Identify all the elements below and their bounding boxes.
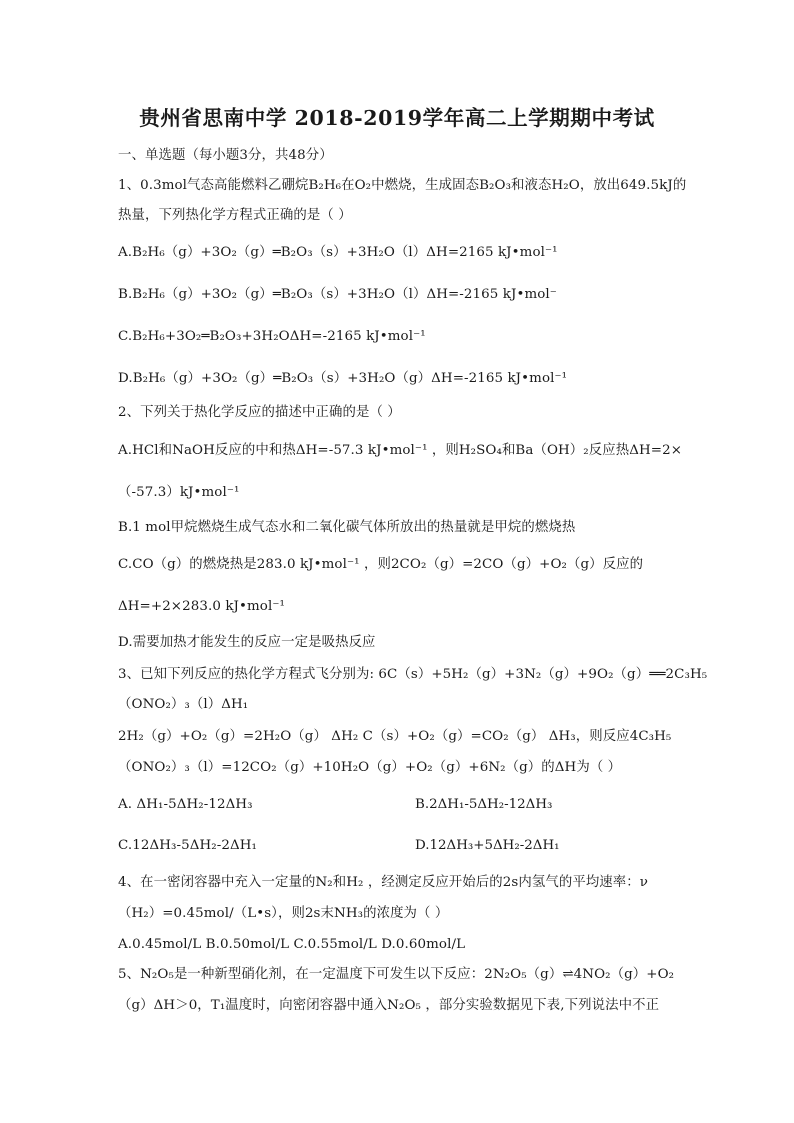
q2-option-a-line2: （-57.3）kJ•mol⁻¹	[118, 485, 240, 500]
q3-stem-line2: （ONO₂）₃（l）ΔH₁	[118, 697, 249, 712]
q3-stem-line3: 2H₂（g）+O₂（g）=2H₂O（g） ΔH₂ C（s）+O₂（g）=CO₂（g） ΔH₃，则反应4C₃H₅	[118, 729, 672, 744]
q1-option-b: B.B₂H₆（g）+3O₂（g）═B₂O₃（s）+3H₂O（l）ΔH=-2165 kJ•mol⁻	[118, 287, 557, 302]
q4-stem-line2: （H₂）=0.45mol/（L•s），则2s末NH₃的浓度为（ ）	[118, 906, 449, 921]
q1-option-d: D.B₂H₆（g）+3O₂（g）═B₂O₃（s）+3H₂O（g）ΔH=-2165 kJ•mol⁻¹	[118, 371, 568, 386]
q2-option-c-line2: ΔH=+2×283.0 kJ•mol⁻¹	[118, 599, 285, 614]
q2-option-d: D.需要加热才能发生的反应一定是吸热反应	[118, 635, 376, 650]
q1-stem-line1: 1、0.3mol气态高能燃料乙硼烷B₂H₆在O₂中燃烧，生成固态B₂O₃和液态H₂O，放出649.5kJ的	[118, 178, 687, 193]
q1-option-a: A.B₂H₆（g）+3O₂（g）═B₂O₃（s）+3H₂O（l）ΔH=2165 kJ•mol⁻¹	[118, 245, 558, 260]
q1-stem-line2: 热量，下列热化学方程式正确的是（ ）	[118, 208, 352, 223]
q5-stem-line1: 5、N₂O₅是一种新型硝化剂，在一定温度下可发生以下反应：2N₂O₅（g）⇌4NO₂（g）+O₂	[118, 967, 675, 982]
q2-stem: 2、下列关于热化学反应的描述中正确的是（ ）	[118, 405, 401, 420]
q3-option-c: C.12ΔH₃-5ΔH₂-2ΔH₁	[118, 838, 257, 853]
q5-stem-line2: （g）ΔH＞0，T₁温度时，向密闭容器中通入N₂O₅ ，部分实验数据见下表,下列说法中不正	[118, 998, 660, 1013]
q3-option-d: D.12ΔH₃+5ΔH₂-2ΔH₁	[415, 838, 560, 853]
q2-option-a-line1: A.HCl和NaOH反应的中和热ΔH=-57.3 kJ•mol⁻¹ ，则H₂SO₄和Ba（OH）₂反应热ΔH=2×	[118, 443, 683, 458]
q4-options: A.0.45mol/L B.0.50mol/L C.0.55mol/L D.0.60mol/L	[118, 937, 466, 952]
page-title: 贵州省思南中学 2018-2019学年高二上学期期中考试	[139, 106, 655, 130]
q1-option-c: C.B₂H₆+3O₂═B₂O₃+3H₂OΔH=-2165 kJ•mol⁻¹	[118, 329, 426, 344]
q3-stem-line4: （ONO₂）₃（l）=12CO₂（g）+10H₂O（g）+O₂（g）+6N₂（g）的ΔH为（ ）	[118, 760, 622, 775]
q2-option-c-line1: C.CO（g）的燃烧热是283.0 kJ•mol⁻¹ ，则2CO₂（g）=2CO（g）+O₂（g）反应的	[118, 557, 644, 572]
section-heading: 一、单选题（每小题3分，共48分）	[118, 148, 333, 163]
q4-stem-line1: 4、在一密闭容器中充入一定量的N₂和H₂ ，经测定反应开始后的2s内氢气的平均速率：ν	[118, 875, 649, 890]
q3-option-a: A. ΔH₁-5ΔH₂-12ΔH₃	[118, 797, 253, 812]
q3-option-b: B.2ΔH₁-5ΔH₂-12ΔH₃	[415, 797, 553, 812]
q3-stem-line1: 3、已知下列反应的热化学方程式飞分别为: 6C（s）+5H₂（g）+3N₂（g）+9O₂（g）══2C₃H₅	[118, 667, 708, 682]
q2-option-b: B.1 mol甲烷燃烧生成气态水和二氧化碳气体所放出的热量就是甲烷的燃烧热	[118, 520, 576, 535]
